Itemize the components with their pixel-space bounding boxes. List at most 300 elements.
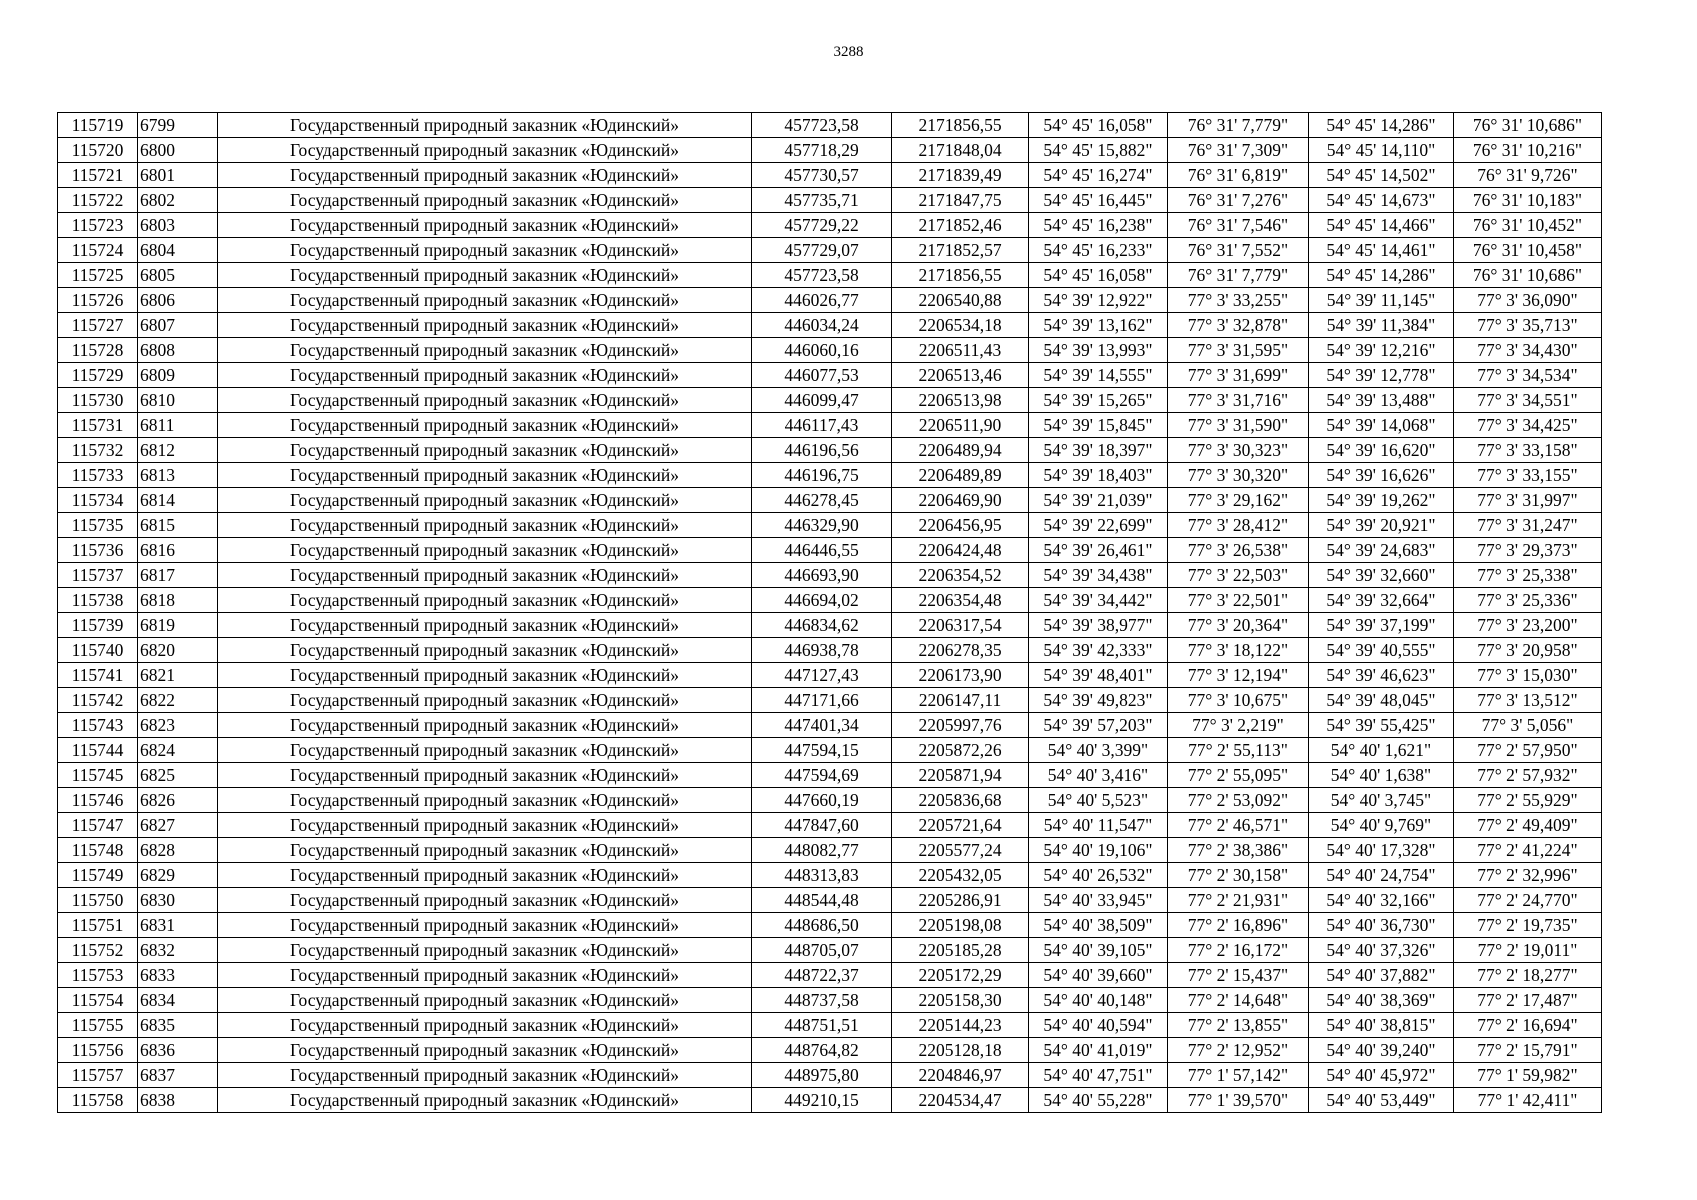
longitude-2-cell: 76° 31' 10,452"	[1454, 213, 1602, 238]
object-name-cell: Государственный природный заказник «Юдинский»	[218, 313, 752, 338]
latitude-2-cell: 54° 40' 1,638"	[1309, 763, 1454, 788]
latitude-2-cell: 54° 39' 13,488"	[1309, 388, 1454, 413]
longitude-2-cell: 77° 1' 42,411"	[1454, 1088, 1602, 1113]
x-coordinate-cell: 446278,45	[752, 488, 892, 513]
latitude-2-cell: 54° 45' 14,461"	[1309, 238, 1454, 263]
table-row	[58, 288, 1602, 313]
x-coordinate-cell: 447594,15	[752, 738, 892, 763]
y-coordinate-cell: 2171839,49	[892, 163, 1029, 188]
table-row	[58, 613, 1602, 638]
point-number-cell: 6799	[138, 113, 218, 138]
latitude-1-cell: 54° 39' 15,265"	[1029, 388, 1168, 413]
longitude-2-cell: 77° 3' 34,425"	[1454, 413, 1602, 438]
longitude-1-cell: 77° 3' 20,364"	[1168, 613, 1309, 638]
longitude-1-cell: 77° 2' 55,113"	[1168, 738, 1309, 763]
x-coordinate-cell: 447594,69	[752, 763, 892, 788]
table-row	[58, 263, 1602, 288]
object-name-cell: Государственный природный заказник «Юдинский»	[218, 213, 752, 238]
y-coordinate-cell: 2206534,18	[892, 313, 1029, 338]
point-number-cell: 6806	[138, 288, 218, 313]
row-id-cell: 115721	[58, 163, 138, 188]
latitude-2-cell: 54° 40' 36,730"	[1309, 913, 1454, 938]
point-number-cell: 6833	[138, 963, 218, 988]
longitude-2-cell: 77° 3' 31,247"	[1454, 513, 1602, 538]
longitude-1-cell: 77° 3' 32,878"	[1168, 313, 1309, 338]
y-coordinate-cell: 2206469,90	[892, 488, 1029, 513]
y-coordinate-cell: 2206173,90	[892, 663, 1029, 688]
table-row	[58, 163, 1602, 188]
x-coordinate-cell: 446446,55	[752, 538, 892, 563]
row-id-cell: 115746	[58, 788, 138, 813]
point-number-cell: 6834	[138, 988, 218, 1013]
table-row	[58, 1038, 1602, 1063]
x-coordinate-cell: 447127,43	[752, 663, 892, 688]
longitude-2-cell: 77° 3' 34,551"	[1454, 388, 1602, 413]
longitude-1-cell: 77° 1' 39,570"	[1168, 1088, 1309, 1113]
point-number-cell: 6819	[138, 613, 218, 638]
latitude-2-cell: 54° 39' 46,623"	[1309, 663, 1454, 688]
latitude-1-cell: 54° 39' 14,555"	[1029, 363, 1168, 388]
object-name-cell: Государственный природный заказник «Юдинский»	[218, 663, 752, 688]
longitude-1-cell: 77° 3' 10,675"	[1168, 688, 1309, 713]
longitude-2-cell: 77° 2' 19,011"	[1454, 938, 1602, 963]
latitude-1-cell: 54° 40' 40,594"	[1029, 1013, 1168, 1038]
object-name-cell: Государственный природный заказник «Юдинский»	[218, 513, 752, 538]
point-number-cell: 6818	[138, 588, 218, 613]
x-coordinate-cell: 446060,16	[752, 338, 892, 363]
latitude-2-cell: 54° 39' 11,384"	[1309, 313, 1454, 338]
row-id-cell: 115739	[58, 613, 138, 638]
object-name-cell: Государственный природный заказник «Юдинский»	[218, 363, 752, 388]
point-number-cell: 6813	[138, 463, 218, 488]
latitude-1-cell: 54° 39' 26,461"	[1029, 538, 1168, 563]
y-coordinate-cell: 2171852,46	[892, 213, 1029, 238]
latitude-1-cell: 54° 39' 15,845"	[1029, 413, 1168, 438]
latitude-1-cell: 54° 45' 16,058"	[1029, 263, 1168, 288]
point-number-cell: 6807	[138, 313, 218, 338]
row-id-cell: 115720	[58, 138, 138, 163]
row-id-cell: 115757	[58, 1063, 138, 1088]
table-row	[58, 863, 1602, 888]
y-coordinate-cell: 2206540,88	[892, 288, 1029, 313]
longitude-1-cell: 77° 3' 31,716"	[1168, 388, 1309, 413]
table-row	[58, 113, 1602, 138]
latitude-2-cell: 54° 39' 19,262"	[1309, 488, 1454, 513]
latitude-2-cell: 54° 40' 37,882"	[1309, 963, 1454, 988]
longitude-1-cell: 76° 31' 7,779"	[1168, 263, 1309, 288]
point-number-cell: 6800	[138, 138, 218, 163]
object-name-cell: Государственный природный заказник «Юдинский»	[218, 413, 752, 438]
x-coordinate-cell: 446329,90	[752, 513, 892, 538]
y-coordinate-cell: 2205198,08	[892, 913, 1029, 938]
latitude-1-cell: 54° 45' 15,882"	[1029, 138, 1168, 163]
object-name-cell: Государственный природный заказник «Юдинский»	[218, 638, 752, 663]
longitude-2-cell: 77° 3' 36,090"	[1454, 288, 1602, 313]
table-row	[58, 388, 1602, 413]
y-coordinate-cell: 2205432,05	[892, 863, 1029, 888]
row-id-cell: 115723	[58, 213, 138, 238]
y-coordinate-cell: 2205286,91	[892, 888, 1029, 913]
longitude-1-cell: 77° 2' 30,158"	[1168, 863, 1309, 888]
y-coordinate-cell: 2206511,90	[892, 413, 1029, 438]
longitude-2-cell: 77° 2' 32,996"	[1454, 863, 1602, 888]
row-id-cell: 115747	[58, 813, 138, 838]
x-coordinate-cell: 447660,19	[752, 788, 892, 813]
longitude-1-cell: 76° 31' 7,779"	[1168, 113, 1309, 138]
object-name-cell: Государственный природный заказник «Юдинский»	[218, 113, 752, 138]
table-row	[58, 313, 1602, 338]
longitude-2-cell: 77° 2' 24,770"	[1454, 888, 1602, 913]
longitude-1-cell: 77° 2' 16,172"	[1168, 938, 1309, 963]
x-coordinate-cell: 448544,48	[752, 888, 892, 913]
x-coordinate-cell: 447847,60	[752, 813, 892, 838]
latitude-2-cell: 54° 40' 24,754"	[1309, 863, 1454, 888]
x-coordinate-cell: 446034,24	[752, 313, 892, 338]
latitude-2-cell: 54° 39' 48,045"	[1309, 688, 1454, 713]
y-coordinate-cell: 2205577,24	[892, 838, 1029, 863]
latitude-1-cell: 54° 39' 13,993"	[1029, 338, 1168, 363]
longitude-1-cell: 77° 2' 12,952"	[1168, 1038, 1309, 1063]
longitude-1-cell: 77° 3' 29,162"	[1168, 488, 1309, 513]
row-id-cell: 115738	[58, 588, 138, 613]
longitude-2-cell: 76° 31' 10,458"	[1454, 238, 1602, 263]
table-row	[58, 188, 1602, 213]
table-row	[58, 1088, 1602, 1113]
longitude-2-cell: 77° 3' 35,713"	[1454, 313, 1602, 338]
latitude-2-cell: 54° 40' 1,621"	[1309, 738, 1454, 763]
latitude-1-cell: 54° 40' 26,532"	[1029, 863, 1168, 888]
longitude-1-cell: 76° 31' 7,552"	[1168, 238, 1309, 263]
longitude-2-cell: 77° 2' 19,735"	[1454, 913, 1602, 938]
x-coordinate-cell: 446117,43	[752, 413, 892, 438]
row-id-cell: 115743	[58, 713, 138, 738]
longitude-1-cell: 77° 2' 38,386"	[1168, 838, 1309, 863]
latitude-1-cell: 54° 40' 40,148"	[1029, 988, 1168, 1013]
latitude-2-cell: 54° 40' 9,769"	[1309, 813, 1454, 838]
y-coordinate-cell: 2205172,29	[892, 963, 1029, 988]
longitude-2-cell: 77° 3' 20,958"	[1454, 638, 1602, 663]
x-coordinate-cell: 448705,07	[752, 938, 892, 963]
x-coordinate-cell: 457718,29	[752, 138, 892, 163]
latitude-1-cell: 54° 45' 16,445"	[1029, 188, 1168, 213]
table-row	[58, 488, 1602, 513]
row-id-cell: 115736	[58, 538, 138, 563]
y-coordinate-cell: 2205997,76	[892, 713, 1029, 738]
point-number-cell: 6803	[138, 213, 218, 238]
table-row	[58, 588, 1602, 613]
point-number-cell: 6811	[138, 413, 218, 438]
latitude-1-cell: 54° 39' 18,403"	[1029, 463, 1168, 488]
latitude-1-cell: 54° 39' 34,442"	[1029, 588, 1168, 613]
object-name-cell: Государственный природный заказник «Юдинский»	[218, 613, 752, 638]
latitude-1-cell: 54° 40' 47,751"	[1029, 1063, 1168, 1088]
object-name-cell: Государственный природный заказник «Юдинский»	[218, 913, 752, 938]
x-coordinate-cell: 446099,47	[752, 388, 892, 413]
table-row	[58, 813, 1602, 838]
x-coordinate-cell: 446077,53	[752, 363, 892, 388]
object-name-cell: Государственный природный заказник «Юдинский»	[218, 1063, 752, 1088]
row-id-cell: 115725	[58, 263, 138, 288]
point-number-cell: 6808	[138, 338, 218, 363]
table-row	[58, 988, 1602, 1013]
row-id-cell: 115748	[58, 838, 138, 863]
point-number-cell: 6838	[138, 1088, 218, 1113]
object-name-cell: Государственный природный заказник «Юдинский»	[218, 538, 752, 563]
object-name-cell: Государственный природный заказник «Юдинский»	[218, 1013, 752, 1038]
object-name-cell: Государственный природный заказник «Юдинский»	[218, 563, 752, 588]
latitude-2-cell: 54° 40' 38,815"	[1309, 1013, 1454, 1038]
longitude-2-cell: 77° 2' 16,694"	[1454, 1013, 1602, 1038]
point-number-cell: 6827	[138, 813, 218, 838]
object-name-cell: Государственный природный заказник «Юдинский»	[218, 888, 752, 913]
longitude-1-cell: 76° 31' 7,546"	[1168, 213, 1309, 238]
y-coordinate-cell: 2205128,18	[892, 1038, 1029, 1063]
x-coordinate-cell: 449210,15	[752, 1088, 892, 1113]
latitude-2-cell: 54° 40' 17,328"	[1309, 838, 1454, 863]
object-name-cell: Государственный природный заказник «Юдинский»	[218, 838, 752, 863]
longitude-1-cell: 77° 2' 46,571"	[1168, 813, 1309, 838]
row-id-cell: 115726	[58, 288, 138, 313]
latitude-1-cell: 54° 40' 33,945"	[1029, 888, 1168, 913]
longitude-1-cell: 77° 2' 14,648"	[1168, 988, 1309, 1013]
object-name-cell: Государственный природный заказник «Юдинский»	[218, 988, 752, 1013]
x-coordinate-cell: 448686,50	[752, 913, 892, 938]
latitude-2-cell: 54° 39' 32,664"	[1309, 588, 1454, 613]
longitude-1-cell: 77° 3' 30,320"	[1168, 463, 1309, 488]
table-row	[58, 838, 1602, 863]
latitude-1-cell: 54° 40' 41,019"	[1029, 1038, 1168, 1063]
latitude-1-cell: 54° 40' 3,416"	[1029, 763, 1168, 788]
x-coordinate-cell: 446196,56	[752, 438, 892, 463]
x-coordinate-cell: 447171,66	[752, 688, 892, 713]
y-coordinate-cell: 2205185,28	[892, 938, 1029, 963]
longitude-1-cell: 77° 2' 21,931"	[1168, 888, 1309, 913]
x-coordinate-cell: 448751,51	[752, 1013, 892, 1038]
row-id-cell: 115754	[58, 988, 138, 1013]
row-id-cell: 115755	[58, 1013, 138, 1038]
latitude-2-cell: 54° 40' 3,745"	[1309, 788, 1454, 813]
table-row	[58, 738, 1602, 763]
latitude-2-cell: 54° 45' 14,673"	[1309, 188, 1454, 213]
longitude-1-cell: 77° 3' 22,503"	[1168, 563, 1309, 588]
y-coordinate-cell: 2171856,55	[892, 113, 1029, 138]
row-id-cell: 115745	[58, 763, 138, 788]
latitude-2-cell: 54° 39' 16,620"	[1309, 438, 1454, 463]
longitude-2-cell: 77° 2' 57,950"	[1454, 738, 1602, 763]
point-number-cell: 6801	[138, 163, 218, 188]
x-coordinate-cell: 457729,07	[752, 238, 892, 263]
longitude-2-cell: 77° 3' 15,030"	[1454, 663, 1602, 688]
x-coordinate-cell: 457729,22	[752, 213, 892, 238]
y-coordinate-cell: 2171847,75	[892, 188, 1029, 213]
table-row	[58, 563, 1602, 588]
point-number-cell: 6830	[138, 888, 218, 913]
y-coordinate-cell: 2205871,94	[892, 763, 1029, 788]
object-name-cell: Государственный природный заказник «Юдинский»	[218, 338, 752, 363]
x-coordinate-cell: 448722,37	[752, 963, 892, 988]
longitude-2-cell: 77° 3' 29,373"	[1454, 538, 1602, 563]
row-id-cell: 115740	[58, 638, 138, 663]
longitude-2-cell: 77° 3' 5,056"	[1454, 713, 1602, 738]
y-coordinate-cell: 2206489,94	[892, 438, 1029, 463]
table-row	[58, 1013, 1602, 1038]
object-name-cell: Государственный природный заказник «Юдинский»	[218, 713, 752, 738]
table-row	[58, 513, 1602, 538]
row-id-cell: 115722	[58, 188, 138, 213]
row-id-cell: 115735	[58, 513, 138, 538]
point-number-cell: 6816	[138, 538, 218, 563]
latitude-1-cell: 54° 40' 39,105"	[1029, 938, 1168, 963]
latitude-2-cell: 54° 45' 14,466"	[1309, 213, 1454, 238]
latitude-2-cell: 54° 45' 14,502"	[1309, 163, 1454, 188]
point-number-cell: 6835	[138, 1013, 218, 1038]
latitude-2-cell: 54° 39' 32,660"	[1309, 563, 1454, 588]
latitude-2-cell: 54° 39' 20,921"	[1309, 513, 1454, 538]
longitude-2-cell: 77° 3' 25,336"	[1454, 588, 1602, 613]
longitude-1-cell: 77° 3' 33,255"	[1168, 288, 1309, 313]
y-coordinate-cell: 2171856,55	[892, 263, 1029, 288]
longitude-1-cell: 77° 3' 22,501"	[1168, 588, 1309, 613]
row-id-cell: 115751	[58, 913, 138, 938]
y-coordinate-cell: 2205721,64	[892, 813, 1029, 838]
object-name-cell: Государственный природный заказник «Юдинский»	[218, 488, 752, 513]
x-coordinate-cell: 446026,77	[752, 288, 892, 313]
latitude-1-cell: 54° 39' 12,922"	[1029, 288, 1168, 313]
longitude-2-cell: 77° 3' 33,155"	[1454, 463, 1602, 488]
longitude-1-cell: 77° 2' 55,095"	[1168, 763, 1309, 788]
row-id-cell: 115728	[58, 338, 138, 363]
page-number: 3288	[833, 44, 864, 60]
table-row	[58, 938, 1602, 963]
table-row	[58, 238, 1602, 263]
longitude-2-cell: 77° 2' 55,929"	[1454, 788, 1602, 813]
longitude-1-cell: 77° 3' 12,194"	[1168, 663, 1309, 688]
latitude-1-cell: 54° 40' 19,106"	[1029, 838, 1168, 863]
latitude-2-cell: 54° 45' 14,286"	[1309, 113, 1454, 138]
latitude-1-cell: 54° 39' 48,401"	[1029, 663, 1168, 688]
table-row	[58, 363, 1602, 388]
row-id-cell: 115741	[58, 663, 138, 688]
latitude-1-cell: 54° 45' 16,058"	[1029, 113, 1168, 138]
x-coordinate-cell: 446693,90	[752, 563, 892, 588]
x-coordinate-cell: 448082,77	[752, 838, 892, 863]
object-name-cell: Государственный природный заказник «Юдинский»	[218, 763, 752, 788]
point-number-cell: 6832	[138, 938, 218, 963]
latitude-2-cell: 54° 45' 14,286"	[1309, 263, 1454, 288]
latitude-2-cell: 54° 39' 12,216"	[1309, 338, 1454, 363]
longitude-1-cell: 77° 2' 15,437"	[1168, 963, 1309, 988]
latitude-2-cell: 54° 39' 24,683"	[1309, 538, 1454, 563]
latitude-2-cell: 54° 40' 37,326"	[1309, 938, 1454, 963]
object-name-cell: Государственный природный заказник «Юдинский»	[218, 1088, 752, 1113]
longitude-1-cell: 76° 31' 7,276"	[1168, 188, 1309, 213]
object-name-cell: Государственный природный заказник «Юдинский»	[218, 738, 752, 763]
object-name-cell: Государственный природный заказник «Юдинский»	[218, 788, 752, 813]
longitude-1-cell: 77° 3' 31,699"	[1168, 363, 1309, 388]
latitude-2-cell: 54° 39' 37,199"	[1309, 613, 1454, 638]
row-id-cell: 115719	[58, 113, 138, 138]
table-row	[58, 338, 1602, 363]
row-id-cell: 115724	[58, 238, 138, 263]
table-row	[58, 538, 1602, 563]
point-number-cell: 6814	[138, 488, 218, 513]
longitude-2-cell: 77° 3' 25,338"	[1454, 563, 1602, 588]
longitude-2-cell: 77° 2' 57,932"	[1454, 763, 1602, 788]
x-coordinate-cell: 457730,57	[752, 163, 892, 188]
row-id-cell: 115727	[58, 313, 138, 338]
longitude-2-cell: 77° 2' 15,791"	[1454, 1038, 1602, 1063]
point-number-cell: 6802	[138, 188, 218, 213]
longitude-1-cell: 77° 3' 26,538"	[1168, 538, 1309, 563]
y-coordinate-cell: 2206456,95	[892, 513, 1029, 538]
longitude-1-cell: 77° 2' 13,855"	[1168, 1013, 1309, 1038]
point-number-cell: 6836	[138, 1038, 218, 1063]
latitude-2-cell: 54° 39' 16,626"	[1309, 463, 1454, 488]
table-row	[58, 1063, 1602, 1088]
y-coordinate-cell: 2205872,26	[892, 738, 1029, 763]
y-coordinate-cell: 2206317,54	[892, 613, 1029, 638]
longitude-1-cell: 77° 2' 16,896"	[1168, 913, 1309, 938]
latitude-1-cell: 54° 39' 13,162"	[1029, 313, 1168, 338]
latitude-2-cell: 54° 40' 45,972"	[1309, 1063, 1454, 1088]
latitude-1-cell: 54° 40' 11,547"	[1029, 813, 1168, 838]
y-coordinate-cell: 2206489,89	[892, 463, 1029, 488]
y-coordinate-cell: 2206424,48	[892, 538, 1029, 563]
x-coordinate-cell: 448313,83	[752, 863, 892, 888]
row-id-cell: 115752	[58, 938, 138, 963]
object-name-cell: Государственный природный заказник «Юдинский»	[218, 1038, 752, 1063]
latitude-1-cell: 54° 39' 57,203"	[1029, 713, 1168, 738]
x-coordinate-cell: 446938,78	[752, 638, 892, 663]
x-coordinate-cell: 448975,80	[752, 1063, 892, 1088]
object-name-cell: Государственный природный заказник «Юдинский»	[218, 263, 752, 288]
longitude-2-cell: 77° 2' 49,409"	[1454, 813, 1602, 838]
table-row	[58, 663, 1602, 688]
x-coordinate-cell: 448764,82	[752, 1038, 892, 1063]
latitude-1-cell: 54° 45' 16,274"	[1029, 163, 1168, 188]
point-number-cell: 6821	[138, 663, 218, 688]
longitude-1-cell: 76° 31' 6,819"	[1168, 163, 1309, 188]
table-row	[58, 438, 1602, 463]
x-coordinate-cell: 446834,62	[752, 613, 892, 638]
latitude-2-cell: 54° 40' 32,166"	[1309, 888, 1454, 913]
object-name-cell: Государственный природный заказник «Юдинский»	[218, 463, 752, 488]
row-id-cell: 115744	[58, 738, 138, 763]
x-coordinate-cell: 446196,75	[752, 463, 892, 488]
object-name-cell: Государственный природный заказник «Юдинский»	[218, 863, 752, 888]
y-coordinate-cell: 2206511,43	[892, 338, 1029, 363]
point-number-cell: 6823	[138, 713, 218, 738]
x-coordinate-cell: 457723,58	[752, 263, 892, 288]
table-row	[58, 138, 1602, 163]
latitude-1-cell: 54° 40' 55,228"	[1029, 1088, 1168, 1113]
x-coordinate-cell: 457735,71	[752, 188, 892, 213]
object-name-cell: Государственный природный заказник «Юдинский»	[218, 238, 752, 263]
longitude-2-cell: 76° 31' 10,216"	[1454, 138, 1602, 163]
longitude-2-cell: 77° 1' 59,982"	[1454, 1063, 1602, 1088]
object-name-cell: Государственный природный заказник «Юдинский»	[218, 388, 752, 413]
y-coordinate-cell: 2204846,97	[892, 1063, 1029, 1088]
point-number-cell: 6822	[138, 688, 218, 713]
object-name-cell: Государственный природный заказник «Юдинский»	[218, 588, 752, 613]
object-name-cell: Государственный природный заказник «Юдинский»	[218, 688, 752, 713]
point-number-cell: 6812	[138, 438, 218, 463]
row-id-cell: 115732	[58, 438, 138, 463]
longitude-2-cell: 77° 2' 18,277"	[1454, 963, 1602, 988]
row-id-cell: 115730	[58, 388, 138, 413]
longitude-2-cell: 77° 3' 34,430"	[1454, 338, 1602, 363]
y-coordinate-cell: 2206147,11	[892, 688, 1029, 713]
